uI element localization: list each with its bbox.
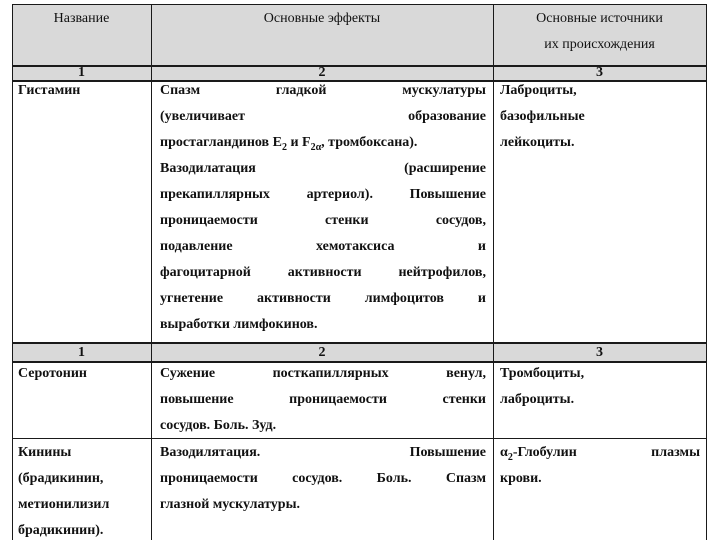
row-serotonin-sources: Тромбоциты, лаброциты. [500, 366, 585, 407]
colnum-1: 1 [78, 65, 85, 80]
row-serotonin-effects: Сужение посткапиллярных венул, повышение проницаемости стенки сосудов. Боль. Зуд. [160, 366, 486, 433]
rule-top [12, 4, 706, 5]
sources-alpha-globulin: $\alpha_2$-Глобулин плазмы [500, 445, 700, 463]
rule-right [706, 4, 707, 540]
colnum-2-repeat: 2 [318, 345, 326, 360]
effects-line-prostaglandins: простагландинов $E_2$ и $F_{2\alpha}$, тромбоксана). [160, 135, 418, 153]
colnum-3-repeat: 3 [596, 345, 603, 360]
row-histamine-effects: Спазм гладкой мускулатуры (увеличивает образование простагландинов $E_2$ и $F_{2\alpha}$, тромбоксана). Вазодилатация (расширение прекапиллярных артериол). Повышение проницаемости стенки сосудов, подавление хемотаксиса и фагоцитарной активности нейтрофилов, угнетение активности лимфоцитов и выработки лимфокинов. [160, 83, 486, 332]
row-kinins-sources: $\alpha_2$-Глобулин плазмы крови. [500, 440, 700, 492]
colnum-3: 3 [596, 65, 603, 80]
rule-col2 [493, 4, 494, 540]
rule-col1 [151, 4, 152, 540]
row-serotonin-name: Серотонин [18, 366, 87, 381]
row-histamine-sources: Лаброциты, базофильные лейкоциты. [500, 83, 585, 150]
header-sources [493, 6, 706, 58]
row-histamine-name: Гистамин [18, 83, 81, 98]
colnum-1-repeat: 1 [78, 345, 85, 360]
row-kinins-name: Кинины (брадикинин, метионилизил брадикинин). [18, 445, 110, 538]
rule-left [12, 4, 13, 540]
colnum-2: 2 [318, 65, 326, 80]
header-name: Название [53, 11, 110, 26]
header-sources-line2: их происхождения [544, 37, 655, 52]
header-sources-line1: Основные источники [536, 11, 663, 26]
row-kinins-effects: Вазодилятация. Повышение проницаемости сосудов. Боль. Спазм глазной мускулатуры. [160, 445, 486, 512]
header-effects: Основные эффекты [263, 11, 381, 26]
